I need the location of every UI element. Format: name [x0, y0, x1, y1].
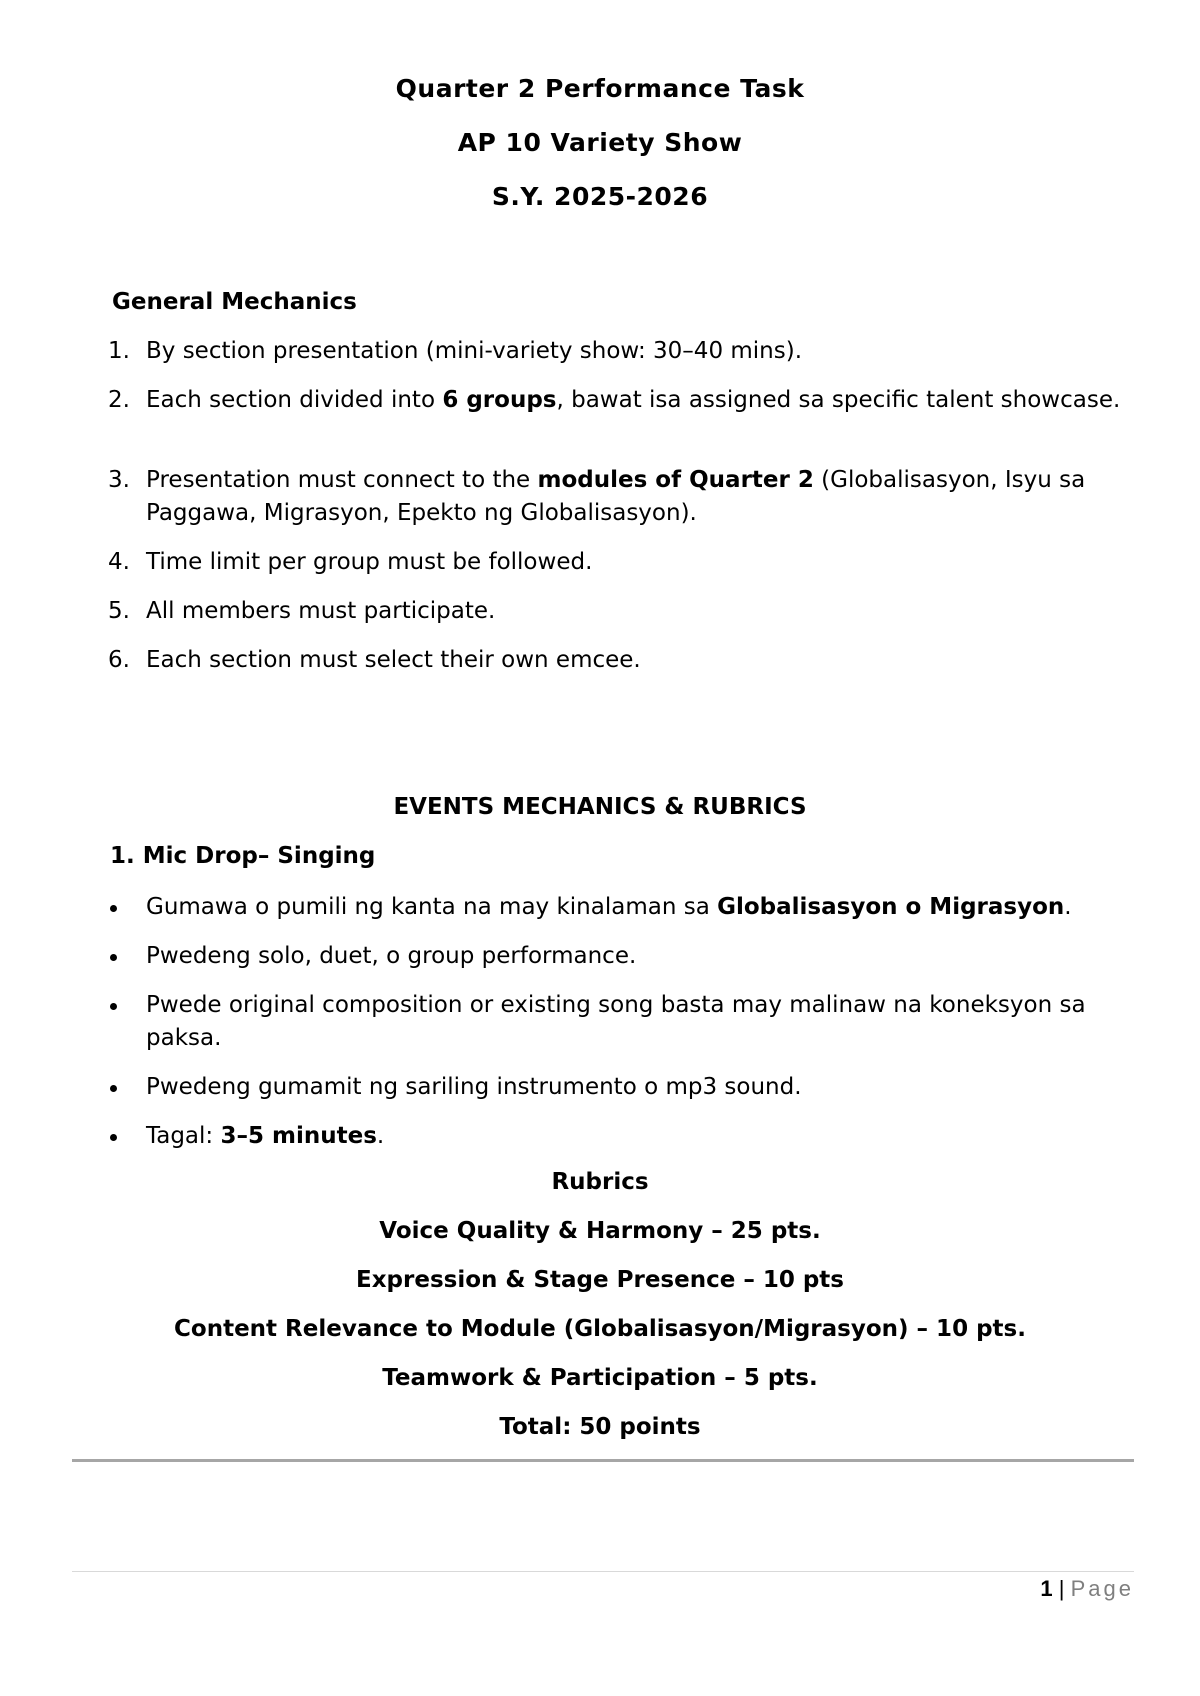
page-number: 1 [1040, 1576, 1053, 1601]
list-item [108, 1120, 1138, 1153]
footer-rule [72, 1571, 1134, 1572]
item-text: By section presentation (mini-variety show: 30–40 mins). [146, 338, 803, 364]
list-number: 1. [108, 338, 130, 364]
page-footer [1040, 1576, 1134, 1602]
item-bold-text: 3–5 minutes [220, 1123, 377, 1149]
list-item [108, 989, 1138, 1055]
item-text-tail: , bawat isa assigned sa specific talent showcase. [556, 387, 1121, 413]
list-item [108, 546, 1138, 579]
horizontal-rule [72, 1459, 1134, 1462]
general-mechanics-heading: General Mechanics [112, 289, 357, 315]
item-text: Presentation must connect to the [146, 467, 538, 493]
item-text: Gumawa o pumili ng kanta na may kinalaman sa [146, 894, 718, 920]
rubric-total: Total: 50 points [499, 1414, 701, 1440]
item-text: Pwede original composition or existing song basta may malinaw na koneksyon sa paksa. [146, 992, 1086, 1051]
bullet-icon [110, 1003, 117, 1010]
item-text-tail: (Globalisasyon, Isyu sa Paggawa, Migrasyon, Epekto ng Globalisasyon). [146, 467, 1086, 526]
rubric-item: Voice Quality & Harmony – 25 pts. [379, 1218, 821, 1244]
bullet-icon [110, 954, 117, 961]
rubric-item: Content Relevance to Module (Globalisasyon/Migrasyon) – 10 pts. [174, 1316, 1026, 1342]
list-number: 2. [108, 387, 130, 413]
item-text: Tagal: [146, 1123, 221, 1149]
title-line-3: S.Y. 2025-2026 [491, 182, 709, 211]
list-number: 6. [108, 647, 130, 673]
item-bold-text: Globalisasyon o Migrasyon [717, 894, 1065, 920]
item-text-tail: . [1064, 894, 1072, 920]
event-title: 1. Mic Drop– Singing [110, 843, 376, 869]
page-label: Page [1070, 1576, 1134, 1601]
item-text: Pwedeng gumamit ng sariling instrumento o mp3 sound. [146, 1074, 802, 1100]
list-item [108, 335, 1138, 368]
list-number: 4. [108, 549, 130, 575]
list-item [108, 384, 1138, 417]
rubrics-heading: Rubrics [551, 1169, 649, 1195]
list-item [108, 891, 1138, 924]
list-item [108, 644, 1138, 677]
list-item [108, 464, 1138, 530]
list-item [108, 595, 1138, 628]
item-text: Each section must select their own emcee. [146, 647, 641, 673]
rubric-item: Teamwork & Participation – 5 pts. [382, 1365, 818, 1391]
bullet-icon [110, 1134, 117, 1141]
item-text: Pwedeng solo, duet, o group performance. [146, 943, 637, 969]
item-text: Each section divided into [146, 387, 443, 413]
title-line-1: Quarter 2 Performance Task [395, 74, 805, 103]
item-text: All members must participate. [146, 598, 496, 624]
rubric-item: Expression & Stage Presence – 10 pts [356, 1267, 844, 1293]
item-text-tail: . [376, 1123, 385, 1149]
list-item [108, 1071, 1138, 1104]
title-line-2: AP 10 Variety Show [457, 128, 743, 157]
bullet-icon [110, 905, 117, 912]
list-number: 5. [108, 598, 130, 624]
bullet-icon [110, 1085, 117, 1092]
footer-separator: | [1058, 1576, 1065, 1601]
item-bold-text: 6 groups [442, 387, 557, 413]
list-item [108, 940, 1138, 973]
events-heading: EVENTS MECHANICS & RUBRICS [393, 794, 807, 820]
item-text: Time limit per group must be followed. [146, 549, 593, 575]
list-number: 3. [108, 467, 130, 493]
item-bold-text: modules of Quarter 2 [537, 467, 814, 493]
